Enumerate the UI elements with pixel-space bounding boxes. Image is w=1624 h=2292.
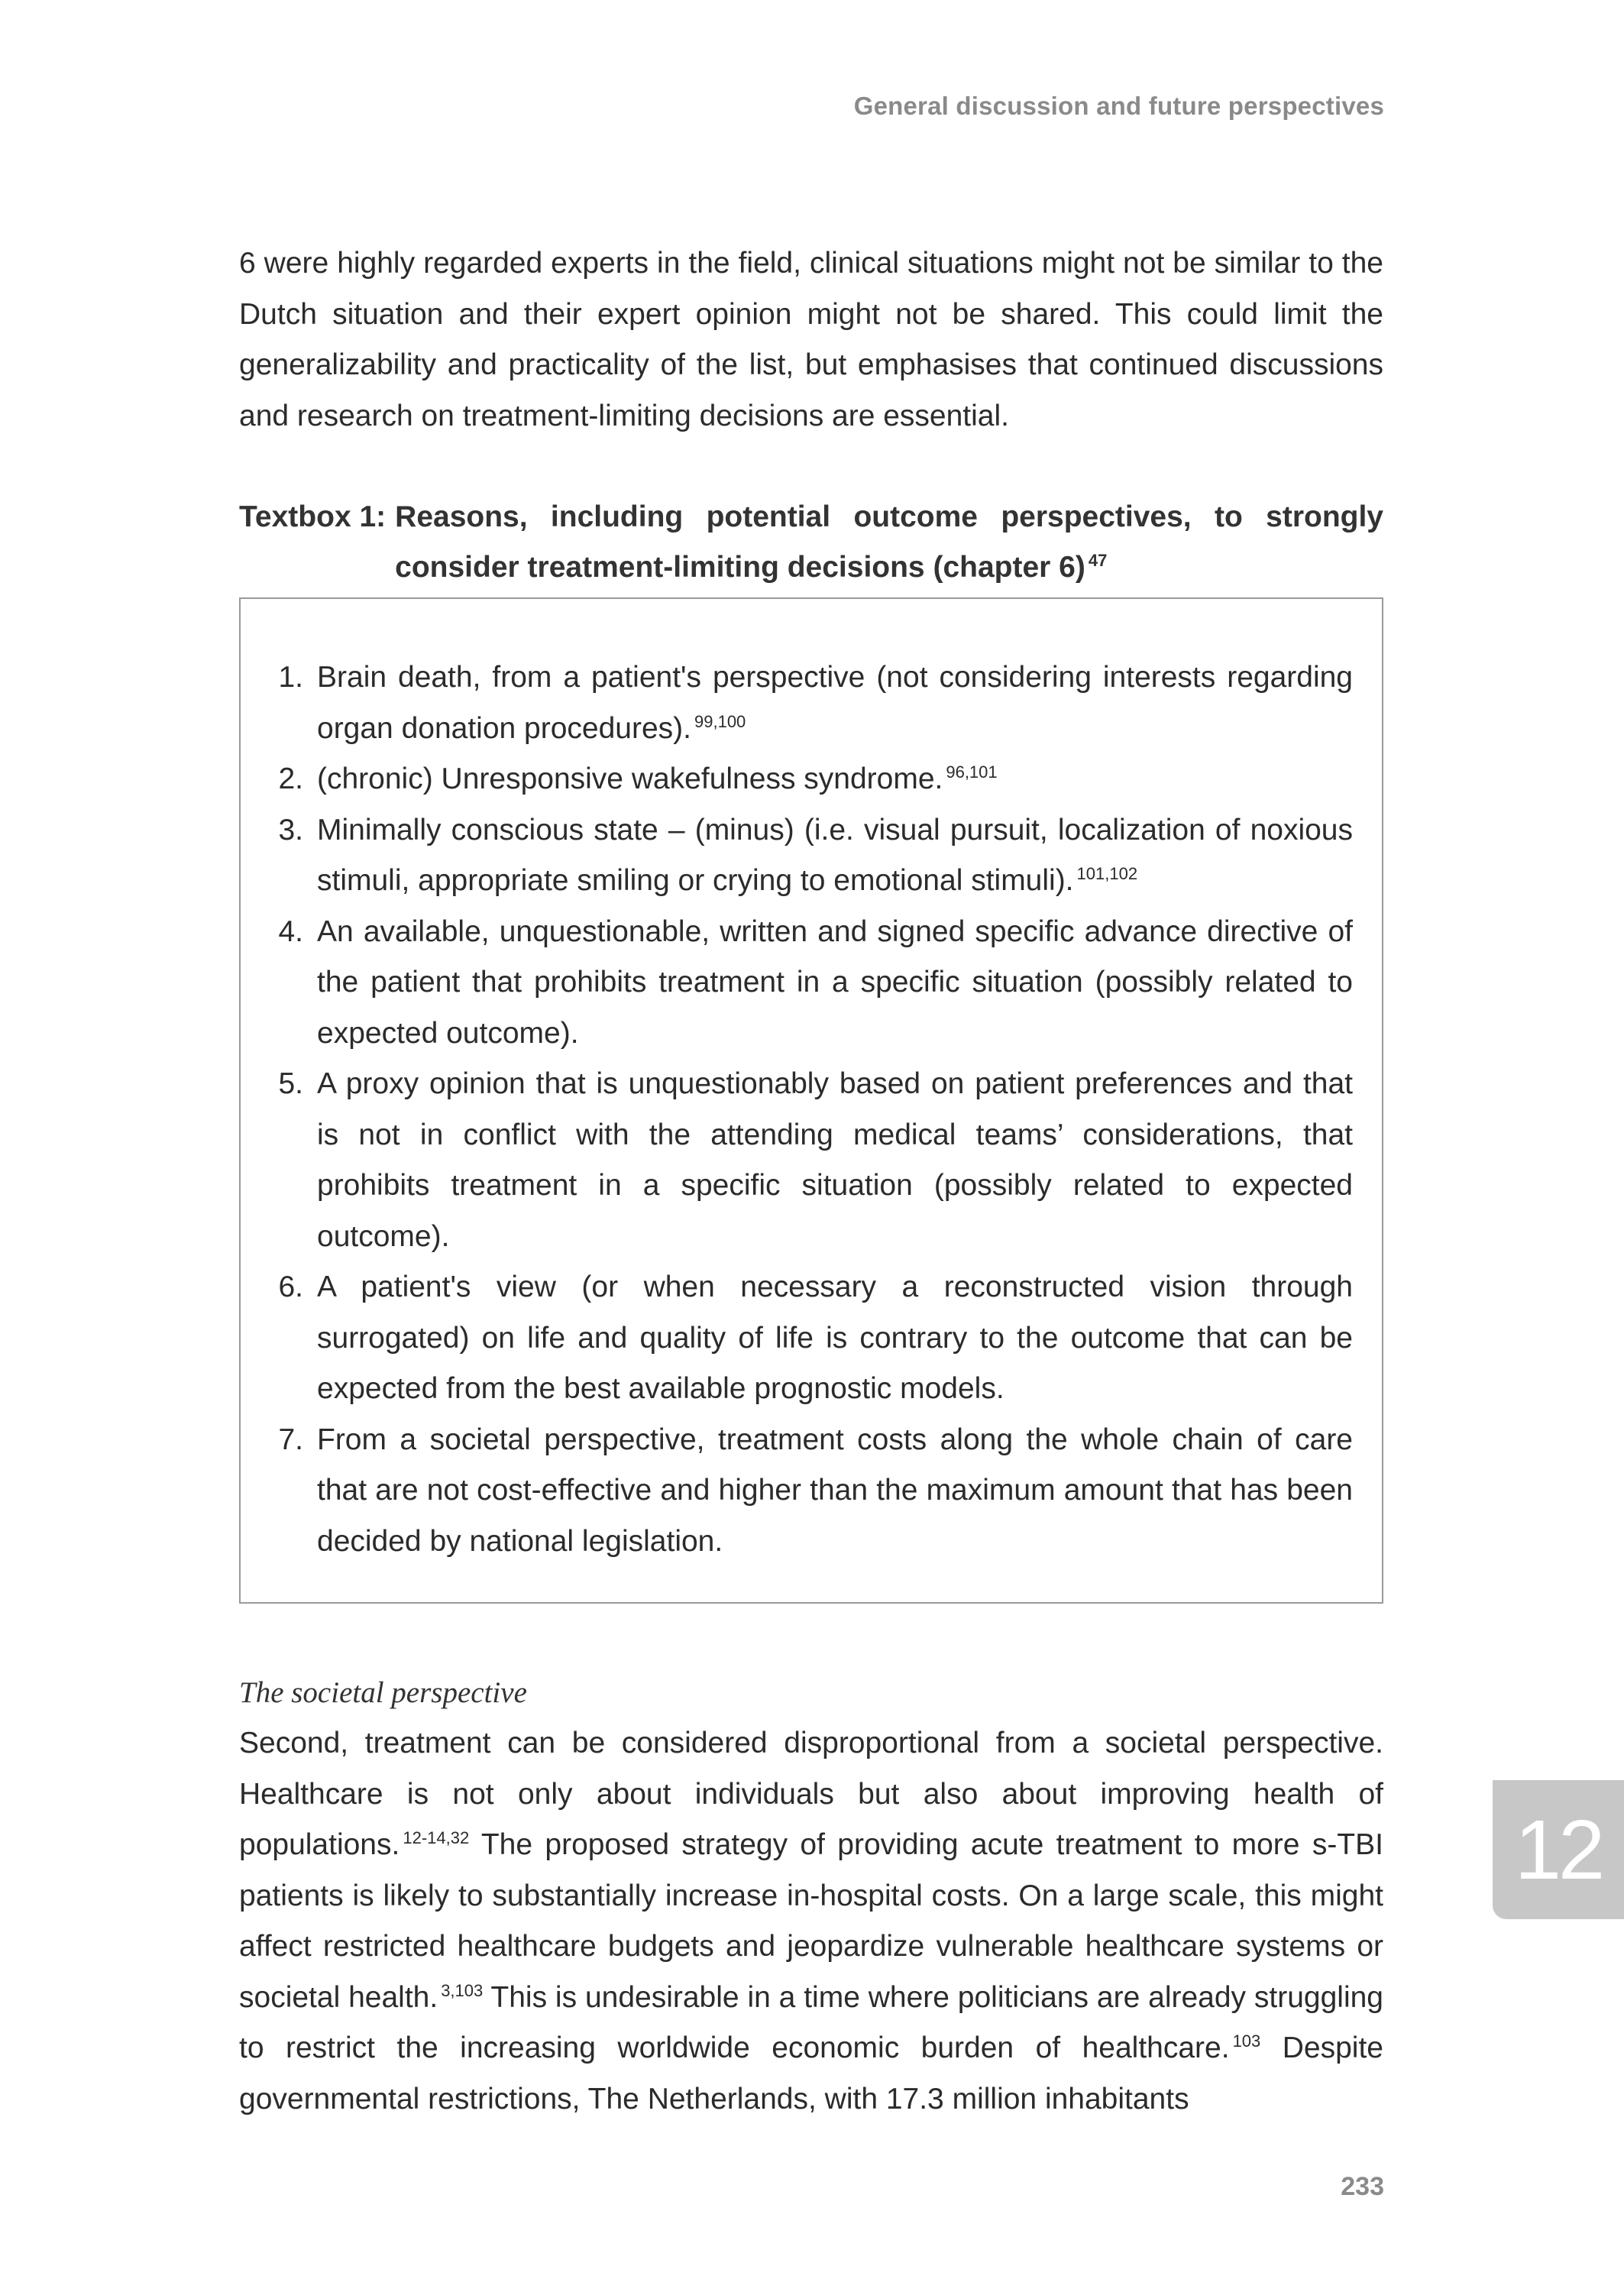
list-item: [264, 754, 1353, 805]
list-item-number: 7.: [278, 1423, 303, 1456]
list-item: [264, 907, 1353, 1060]
section-paragraph: [239, 1718, 1383, 2125]
textbox-title-text: [395, 492, 1383, 593]
textbox: [239, 597, 1383, 1604]
page-content: [239, 238, 1383, 2125]
list-item-body: Brain death, from a patient's perspective (not considering interests regarding organ donation procedures).: [317, 661, 1353, 745]
list-item-body: Minimally conscious state – (minus) (i.e. visual pursuit, localization of noxious stimuli, appropriate smiling or crying to emotional stimuli).: [317, 813, 1353, 897]
list-item-text: A patient's view (or when necessary a reconstructed vision through surrogated) on life and quality of life is contrary to the outcome that can be expected from the best available prognostic models.: [317, 1271, 1353, 1405]
list-item-number: 6.: [278, 1271, 303, 1303]
list-item: [264, 1415, 1353, 1568]
textbox-label: Textbox 1:: [239, 500, 387, 533]
list-item-number: 2.: [278, 762, 303, 795]
textbox-title-ref: 47: [1088, 551, 1108, 570]
list-item-ref: 96,101: [946, 762, 998, 782]
textbox-title-body: Reasons, including potential outcome perspectives, to strongly consider treatment-limiting decisions (chapter 6): [395, 500, 1383, 584]
running-header: General discussion and future perspectives: [853, 92, 1384, 120]
list-item: [264, 1262, 1353, 1415]
citation-ref: 12-14,32: [403, 1828, 470, 1847]
page-number: 233: [1341, 2172, 1384, 2201]
list-item-body: (chronic) Unresponsive wakefulness syndrome.: [317, 762, 943, 795]
section-heading: The societal perspective: [239, 1676, 527, 1709]
citation-ref: 103: [1232, 2031, 1261, 2051]
list-item-text: An available, unquestionable, written and signed specific advance directive of the patient that prohibits treatment in a specific situation (possibly related to expected outcome).: [317, 915, 1353, 1050]
list-item-ref: 101,102: [1076, 864, 1138, 883]
section-text-2: The proposed strategy of providing acute treatment to more s-TBI patients is likely to substantially increase in-hospital costs. On a large scale, this might affect restricted healthcare budgets and jeopardize vulnerable healthcare systems or societal health.: [239, 1828, 1383, 2014]
list-item-number: 4.: [278, 915, 303, 948]
list-item-number: 5.: [278, 1067, 303, 1100]
list-item-text: A proxy opinion that is unquestionably based on patient preferences and that is not in conflict with the attending medical teams’ considerations, that prohibits treatment in a specific situation (possibly related to expected outcome).: [317, 1067, 1353, 1253]
list-item: [264, 1059, 1353, 1262]
textbox-list: [264, 652, 1353, 1567]
chapter-number: 12: [1514, 1802, 1603, 1897]
list-item-text: [317, 754, 1353, 805]
textbox-title: [239, 492, 1383, 593]
intro-paragraph: 6 were highly regarded experts in the field, clinical situations might not be similar to the Dutch situation and their expert opinion might not be shared. This could limit the generalizability and practicality of the list, but emphasises that continued discussions and research on treatment-limiting decisions are essential.: [239, 247, 1383, 432]
list-item-number: 1.: [278, 661, 303, 694]
list-item-text: [317, 652, 1353, 754]
section-text-1: Second, treatment can be considered disproportional from a societal perspective. Healthcare is not only about individuals but also about improving health of populations.: [239, 1727, 1383, 1861]
list-item: [264, 652, 1353, 754]
list-item-text: [317, 805, 1353, 907]
section-text-4: Despite governmental restrictions, The Netherlands, with 17.3 million inhabitants: [239, 2031, 1383, 2116]
list-item-text: From a societal perspective, treatment costs along the whole chain of care that are not cost-effective and higher than the maximum amount that has been decided by national legislation.: [317, 1423, 1353, 1558]
list-item-number: 3.: [278, 813, 303, 847]
section-text-3: This is undesirable in a time where politicians are already struggling to restrict the increasing worldwide economic burden of healthcare.: [239, 1980, 1383, 2064]
list-item-ref: 99,100: [694, 711, 746, 731]
chapter-tab: [1493, 1780, 1624, 1919]
list-item: [264, 805, 1353, 907]
citation-ref: 3,103: [441, 1980, 484, 2000]
